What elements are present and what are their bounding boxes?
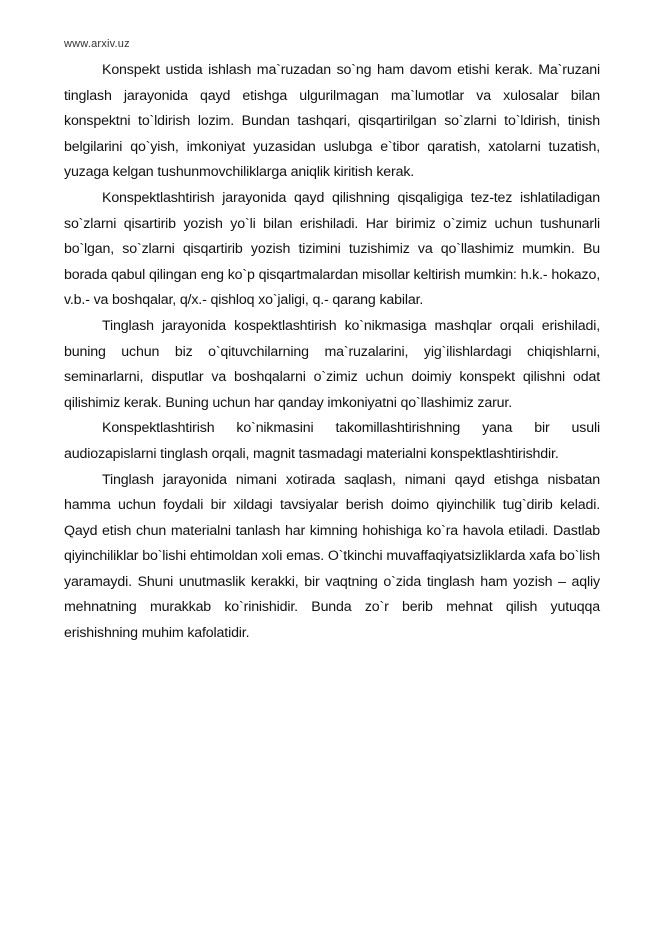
- paragraph-4: Konspektlashtirish ko`nikmasini takomillashtirishning yana bir usuli audiozapislarni tinglash orqali, magnit tasmadagi materialni konspektlashtirishdir.: [64, 420, 600, 462]
- paragraph-3: Tinglash jarayonida kospektlashtirish ko`nikmasiga mashqlar orqali erishiladi, buning uchun biz o`qituvchilarning ma`ruzalarini, yig`ilishlardagi chiqishlarni, seminarlarni, disputlar va boshqalarni o`zimiz uchun doimiy konspekt qilishni odat qilishimiz kerak. Buning uchun har qanday imkoniyatni qo`llashimiz zarur.: [64, 317, 600, 411]
- site-url-header: www.arxiv.uz: [64, 38, 130, 50]
- paragraph-1: Konspekt ustida ishlash ma`ruzadan so`ng ham davom etishi kerak. Ma`ruzani tinglash jarayonida qayd etishga ulgurilmagan ma`lumotlar va xulosalar bilan konspektni to`ldirish lozim. Bundan tashqari, qisqartirilgan so`zlarni to`ldirish, tinish belgilarini qo`yish, imkoniyat yuzasidan uslubga e`tibor qaratish, xatolarni tuzatish, yuzaga kelgan tushunmovchiliklarga aniqlik kiritish kerak.: [64, 62, 600, 181]
- document-body: [64, 58, 600, 647]
- paragraph-5: Tinglash jarayonida nimani xotirada saqlash, nimani qayd etishga nisbatan hamma uchun foydali bir xildagi tavsiyalar berish doimo qiyinchilik tug`dirib keladi. Qayd etish chun materialni tanlash har kimning hohishiga ko`ra havola etiladi. Dastlab qiyinchiliklar bo`lishi ehtimoldan xoli emas. O`tkinchi muvaffaqiyatsizliklarda xafa bo`lish yaramaydi. Shuni unutmaslik kerakki, bir vaqtning o`zida tinglash ham yozish – aqliy mehnatning murakkab ko`rinishidir. Bunda zo`r berib mehnat qilish yutuqqa erishishning muhim kafolatidir.: [64, 471, 600, 642]
- paragraph-2: Konspektlashtirish jarayonida qayd qilishning qisqaligiga tez-tez ishlatiladigan so`zlarni qisartirib yozish yo`li bilan erishiladi. Har birimiz o`zimiz uchun tushunarli bo`lgan, so`zlarni qisqartirib yozish tizimini tuzishimiz va qo`llashimiz mumkin. Bu borada qabul qilingan eng ko`p qisqartmalardan misollar keltirish mumkin: h.k.- hokazo, v.b.- va boshqalar, q/x.- qishloq xo`jaligi, q.- qarang kabilar.: [64, 189, 600, 309]
